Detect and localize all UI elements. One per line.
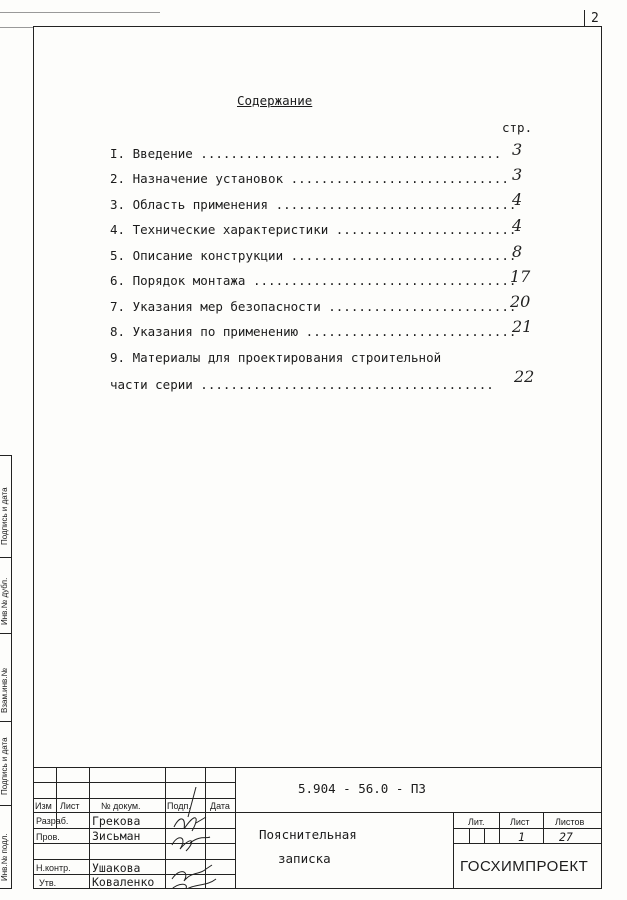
name-norm-control: Ушакова: [92, 861, 141, 875]
sheet-label: Лист: [510, 817, 530, 827]
rule: [33, 812, 602, 813]
top-rule-short: [0, 27, 33, 28]
top-rule: [0, 12, 160, 13]
header-date: Дата: [210, 801, 230, 811]
name-developer: Грекова: [92, 814, 141, 828]
organization-name: ГОСХИМПРОЕКТ: [460, 858, 589, 875]
margin-label: Подпись и дата: [0, 737, 9, 795]
rule: [499, 812, 500, 843]
toc-item: 5. Описание конструкции ..............................: [110, 248, 517, 263]
toc-item: 8. Указания по применению ............................: [110, 324, 517, 339]
sheets-label: Листов: [555, 817, 585, 827]
margin-label: Инв.№ подл.: [0, 833, 9, 881]
toc-item: 9. Материалы для проектирования строительной: [110, 350, 442, 365]
role-developed: Разраб.: [36, 816, 69, 826]
header-list: Лист: [60, 801, 80, 811]
header-sign: Подп.: [167, 801, 191, 811]
page-column-header: стр.: [502, 120, 533, 135]
toc-item: 6. Порядок монтажа ...................................: [110, 273, 517, 288]
role-checked: Пров.: [36, 832, 60, 842]
rule: [453, 843, 602, 844]
toc-item: 3. Область применения ................................: [110, 197, 517, 212]
toc-item-page: 20: [510, 292, 531, 311]
role-norm-control: Н.контр.: [36, 863, 71, 873]
doc-title-line1: Пояснительная: [259, 827, 357, 842]
toc-item-page: 8: [512, 242, 523, 261]
header-izm: Изм: [35, 801, 52, 811]
toc-item-page: 21: [512, 317, 533, 336]
toc-item: части серии .......................................: [110, 377, 494, 392]
rule: [33, 767, 602, 768]
rule: [89, 767, 90, 889]
title-block: [33, 767, 602, 889]
lit-label: Лит.: [468, 817, 485, 827]
toc-item: 4. Технические характеристики ........................: [110, 222, 517, 237]
rule: [484, 828, 485, 843]
toc-item-page: 4: [512, 216, 523, 235]
rule: [543, 812, 544, 843]
margin-label: Подпись и дата: [0, 487, 9, 545]
toc-item: I. Введение ........................................: [110, 146, 502, 161]
header-doc-no: № докум.: [101, 801, 141, 811]
name-approver: Коваленко: [92, 875, 155, 889]
margin-label: Взам.инв.№: [0, 667, 9, 713]
sheet-value: 1: [518, 830, 525, 844]
toc-item-page: 17: [510, 267, 531, 286]
signatures: [166, 787, 241, 889]
margin-label: Инв.№ дубл.: [0, 577, 9, 625]
role-approved: Утв.: [39, 878, 57, 888]
doc-title-line2: записка: [278, 851, 331, 866]
toc-item-page: 4: [512, 190, 523, 209]
contents-title: Содержание: [237, 93, 313, 108]
page-number: 2: [584, 10, 599, 27]
toc-item-page: 3: [512, 165, 523, 184]
rule: [453, 828, 602, 829]
toc-item-page: 22: [514, 367, 535, 386]
margin-stamp: [0, 455, 34, 889]
toc-item: 2. Назначение установок .............................: [110, 171, 509, 186]
document-code: 5.904 - 56.0 - ПЗ: [298, 781, 426, 796]
rule: [469, 828, 470, 843]
name-checker: Зисьман: [92, 829, 141, 843]
sheets-value: 27: [559, 830, 573, 844]
toc-item: 7. Указания мер безопасности .........................: [110, 299, 517, 314]
rule: [453, 812, 454, 889]
toc-item-page: 3: [512, 140, 523, 159]
